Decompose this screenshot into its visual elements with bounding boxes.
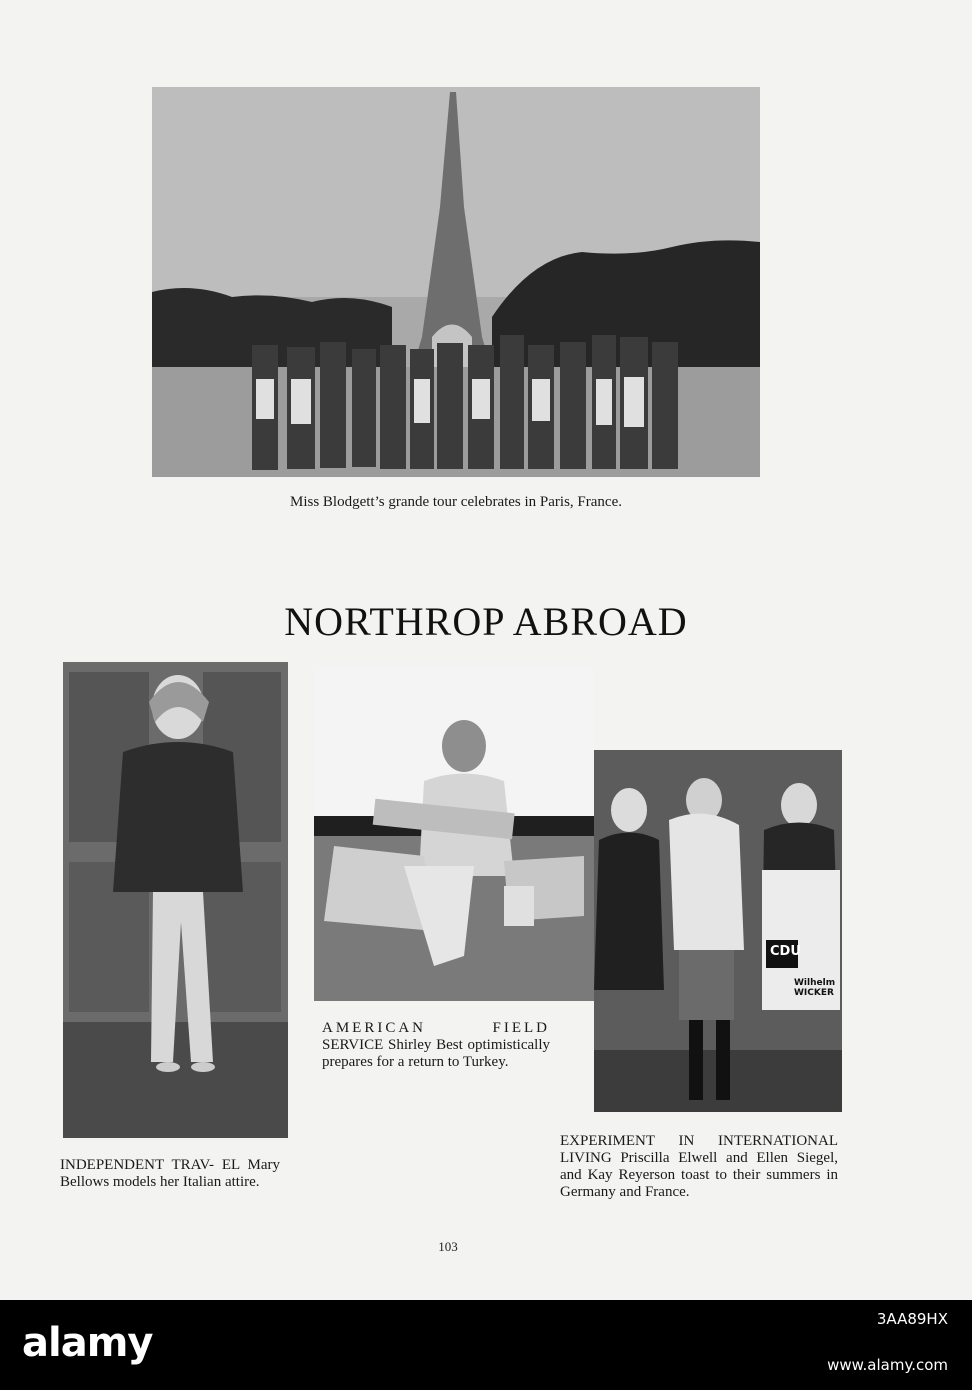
experiment-international-living-caption: EXPERIMENT IN INTERNATIONAL LIVING Priscilla Elwell and Ellen Siegel, and Kay Reyerson toast to their summers in Germany and France. xyxy=(560,1133,838,1200)
independent-travel-caption-rest: EL Mary Bellows models her Italian attire. xyxy=(60,1157,280,1190)
american-field-service-photo xyxy=(314,666,594,1001)
poster-text-wicker: Wilhelm WICKER xyxy=(794,978,836,998)
paris-group-photo xyxy=(152,87,760,477)
independent-travel-caption-head: INDEPENDENT TRAV- xyxy=(60,1157,214,1173)
experiment-international-living-photo xyxy=(594,750,842,1112)
page-number: 103 xyxy=(438,1239,458,1254)
american-field-service-caption xyxy=(322,1020,550,1071)
american-field-service-caption-head: AMERICAN FIELD xyxy=(322,1020,550,1036)
independent-travel-photo xyxy=(63,662,288,1138)
american-field-service-caption-rest: SERVICE Shirley Best optimistically prepares for a return to Turkey. xyxy=(322,1037,550,1070)
page-title: NORTHROP ABROAD xyxy=(284,599,688,644)
site-url: www.alamy.com xyxy=(827,1356,948,1374)
paris-caption: Miss Blodgett’s grande tour celebrates in Paris, France. xyxy=(289,494,622,510)
independent-travel-caption xyxy=(60,1157,280,1191)
alamy-logo: alamy xyxy=(22,1320,153,1366)
poster-text-cdu: CDU xyxy=(770,944,801,959)
stock-footer xyxy=(0,1300,972,1390)
image-id: 3AA89HX xyxy=(876,1310,948,1328)
